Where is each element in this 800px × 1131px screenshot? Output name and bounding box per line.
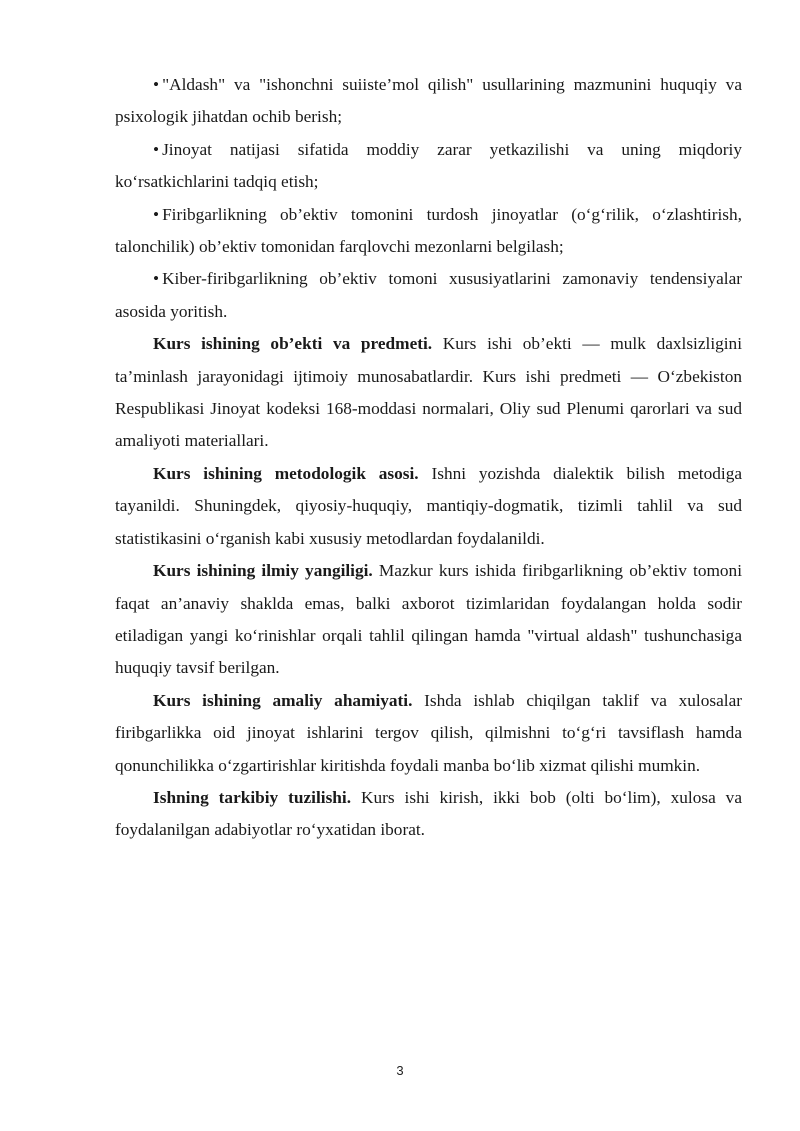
bullet-icon: • (153, 269, 160, 289)
bullet-item (115, 69, 742, 134)
section-practical-significance (115, 685, 742, 782)
section-heading: Kurs ishining amaliy ahamiyati. (153, 690, 413, 710)
section-text: Kurs ishi ob’ekti — mulk daxlsizligini ta’minlash jarayonidagi ijtimoiy munosabatlardir. Kurs ishi predmeti — O‘zbekiston Respublikasi Jinoyat kodeksi 168-moddasi normalari, Oliy sud Plenumi qarorlari va sud amaliyoti materiallari. (115, 334, 743, 451)
section-structure (115, 782, 742, 847)
bullet-icon: • (153, 139, 160, 159)
section-methodology (115, 458, 742, 555)
bullet-text: Jinoyat natijasi sifatida moddiy zarar yetkazilishi va uning miqdoriy ko‘rsatkichlarini tadqiq etish; (115, 139, 742, 192)
bullet-icon: • (153, 204, 160, 224)
section-text: Mazkur kurs ishida firibgarlikning ob’ektiv tomoni faqat an’anaviy shaklda emas, balki axborot tizimlaridan foydalangan holda sodir etiladigan yangi ko‘rinishlar orqali tahlil qilingan hamda "virtual aldash" tushunchasiga huquqiy tavsif berilgan. (115, 561, 742, 678)
bullet-item (115, 263, 742, 328)
section-heading: Kurs ishining ob’ekti va predmeti. (153, 334, 433, 354)
section-object-subject (115, 328, 742, 458)
bullet-text: Firibgarlikning ob’ektiv tomonini turdosh jinoyatlar (o‘g‘rilik, o‘zlashtirish, talonchilik) ob’ektiv tomonidan farqlovchi mezonlarni belgilash; (115, 204, 742, 257)
bullet-item (115, 134, 742, 199)
bullet-text: Kiber-firibgarlikning ob’ektiv tomoni xususiyatlarini zamonaviy tendensiyalar asosida yoritish. (115, 269, 742, 321)
section-text: Ishni yozishda dialektik bilish metodiga tayanildi. Shuningdek, qiyosiy-huquqiy, mantiqiy-dogmatik, tizimli tahlil va sud statistikasini o‘rganish kabi xususiy metodlardan foydalanildi. (115, 463, 743, 548)
page-number: 3 (396, 1063, 404, 1078)
section-heading: Kurs ishining ilmiy yangiligi. (153, 561, 373, 581)
section-text: Kurs ishi kirish, ikki bob (olti bo‘lim), xulosa va foydalanilgan adabiyotlar ro‘yxatidan iborat. (115, 787, 742, 840)
section-text: Ishda ishlab chiqilgan taklif va xulosalar firibgarlikka oid jinoyat ishlarini tergov qilish, qilmishni to‘g‘ri tavsiflash hamda qonunchilikka o‘zgartirishlar kiritishda foydali manba bo‘lib xizmat qilishi mumkin. (115, 690, 742, 775)
bullet-item (115, 199, 742, 264)
section-heading: Ishning tarkibiy tuzilishi. (153, 787, 352, 807)
bullet-icon: • (153, 75, 160, 94)
section-scientific-novelty (115, 555, 742, 685)
section-heading: Kurs ishining metodologik asosi. (153, 463, 419, 483)
page-body (115, 69, 742, 847)
bullet-text: "Aldash" va "ishonchni suiiste’mol qilish" usullarining mazmunini huquqiy va psixologik jihatdan ochib berish; (115, 75, 742, 127)
